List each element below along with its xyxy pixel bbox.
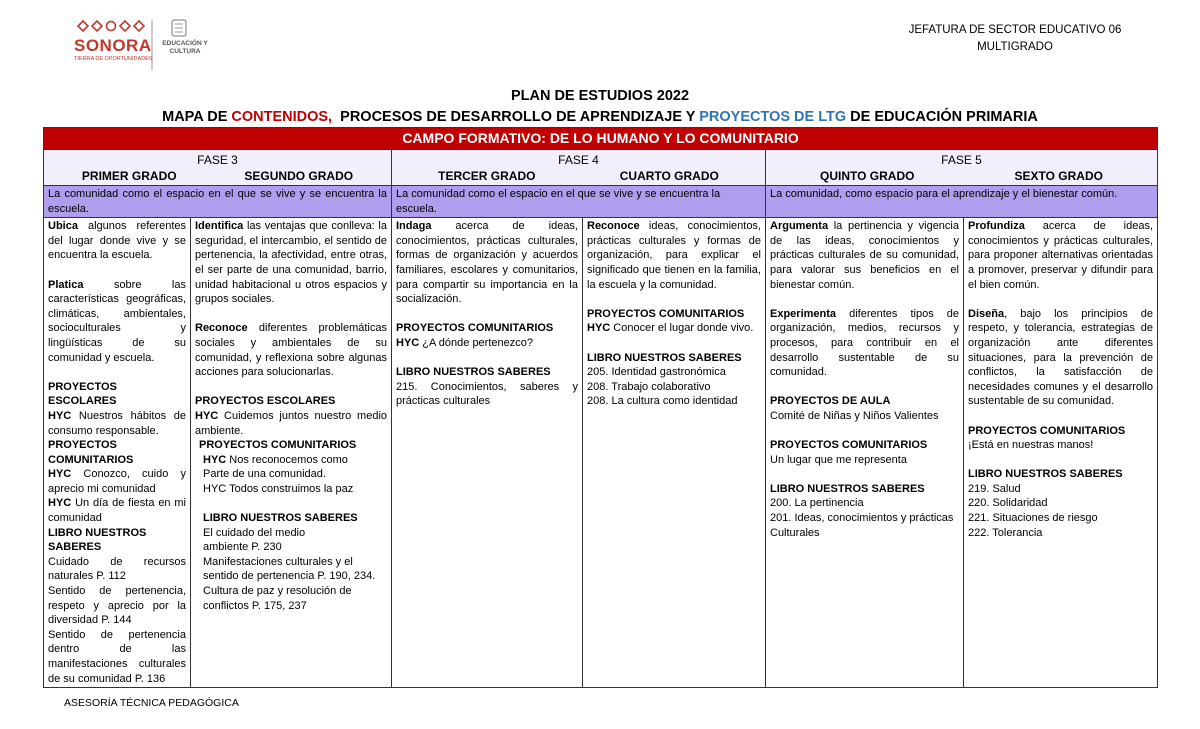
grade-label: SEGUNDO GRADO (244, 169, 354, 183)
verb: Platica (48, 278, 84, 291)
section-heading: LIBRO NUESTROS SABERES (587, 351, 742, 364)
book-item: 200. La pertinencia (770, 497, 864, 510)
content-paragraph (968, 307, 1153, 409)
book-item: 219. Salud (968, 482, 1021, 495)
subtitle-contenidos: CONTENIDOS, (231, 109, 333, 125)
grade-label: PRIMER GRADO (81, 169, 177, 183)
verb: Indaga (396, 220, 432, 233)
campo-row (44, 128, 1158, 150)
content-paragraph (770, 219, 959, 292)
text: ideas, conocimientos, prácticas culturales y formas de organización, para explicar el significado que tienen en la familia, la escuela y la comunidad. (587, 220, 761, 291)
grade-label: TERCER GRADO (438, 169, 536, 183)
section-heading: PROYECTOS COMUNITARIOS (48, 439, 134, 466)
project-item: Comité de Niñas y Niños Valientes (770, 409, 939, 422)
content-paragraph (968, 219, 1153, 292)
section-heading: LIBRO NUESTROS SABERES (396, 366, 551, 379)
header-logos (72, 18, 212, 72)
project-item: Un lugar que me representa (770, 453, 907, 466)
hyc-label: HYC (203, 453, 227, 466)
text: Conocer el lugar donde vivo. (610, 322, 754, 335)
section-heading: PROYECTOS COMUNITARIOS (199, 439, 357, 452)
section-heading: LIBRO NUESTROS SABERES (48, 526, 147, 554)
hyc-label: HYC (48, 497, 72, 510)
text: diferentes problemáticas sociales y ambientales de su comunidad, y reflexiona sobre algunas acciones para solucionarlas. (195, 322, 387, 379)
section-heading: PROYECTOS COMUNITARIOS (396, 322, 554, 335)
primer-grado-cell (44, 218, 191, 688)
project-item (48, 409, 186, 438)
verb: Experimenta (770, 307, 837, 320)
hyc-label: HYC (195, 409, 219, 422)
book-item: 220. Solidaridad (968, 497, 1048, 510)
book-item: Sentido de pertenencia dentro de las manifestaciones culturales de su comunidad P. 136 (48, 628, 186, 685)
content-row (44, 218, 1158, 688)
project-item-cont: Parte de una comunidad. (203, 468, 326, 481)
project-item (195, 453, 387, 468)
content-paragraph (396, 219, 578, 307)
tercer-grado-cell (392, 218, 583, 688)
project-item: ¡Está en nuestras manos! (968, 439, 1094, 452)
section-heading: PROYECTOS COMUNITARIOS (587, 307, 745, 320)
content-paragraph (48, 278, 186, 366)
section-heading: PROYECTOS ESCOLARES (48, 380, 117, 408)
content-paragraph (587, 219, 761, 292)
verb: Argumenta (770, 220, 829, 233)
text: diferentes tipos de organización, medios, recursos y procesos, para contribuir en el desarrollo sustentable de su comunidad. (770, 307, 959, 379)
text: la pertinencia y vigencia de las ideas, conocimientos y prácticas culturales de su comunidad, para valorar sus beneficios en el bienestar común. (770, 220, 959, 291)
hyc-label: HYC (48, 409, 72, 422)
content-paragraph (770, 307, 959, 380)
verb: Profundiza (968, 220, 1025, 233)
book-item: 221. Situaciones de riesgo (968, 512, 1098, 525)
header-right (900, 22, 1130, 56)
text: acerca de ideas, conocimientos y prácticas culturales, para proponer alternativas orientadas a promover, preservar y difundir para el bien común. (968, 220, 1154, 291)
cuarto-grado-cell (583, 218, 766, 688)
text: las ventajas que conlleva: la seguridad, el intercambio, el sentido de pertenencia, la afectividad, entre otras, el ser parte de una comunidad, barrio, unidad habitacional u otros espacios y grupos sociales. (195, 220, 387, 306)
book-item: Sentido de pertenencia, respeto y aprecio por la diversidad P. 144 (48, 585, 186, 627)
verb: Reconoce (195, 322, 248, 335)
book-item: 201. Ideas, conocimientos y prácticas Culturales (770, 512, 954, 539)
section-heading: LIBRO NUESTROS SABERES (968, 468, 1123, 481)
text: acerca de ideas, conocimientos, prácticas culturales, formas de organización y acuerdos familiares, escolares y comunitarios, para compartir su importancia en la socialización. (396, 220, 578, 306)
page-title: PLAN DE ESTUDIOS 2022 (510, 88, 690, 104)
multigrado-label: MULTIGRADO (977, 41, 1053, 53)
fase-5-theme: La comunidad, como espacio para el aprendizaje y el bienestar común. (766, 186, 1158, 218)
hyc-label: HYC (396, 336, 420, 349)
fase-5-header (766, 150, 1158, 186)
section-heading: PROYECTOS COMUNITARIOS (770, 439, 928, 452)
campo-formativo-header: CAMPO FORMATIVO: DE LO HUMANO Y LO COMUNITARIO (44, 128, 1158, 150)
theme-row (44, 186, 1158, 218)
book-item: Manifestaciones culturales y el sentido de pertenencia P. 190, 234. (203, 555, 376, 583)
book-item: El cuidado del medio (203, 526, 306, 539)
segundo-grado-cell (191, 218, 392, 688)
fase-3-header (44, 150, 392, 186)
project-item (48, 467, 186, 496)
grade-label: CUARTO GRADO (619, 169, 719, 183)
book-item: 208. Trabajo colaborativo (587, 380, 711, 393)
project-item (48, 496, 186, 525)
text: algunos referentes del lugar donde vive y se encuentra la escuela. (48, 220, 186, 262)
page-subtitle (0, 109, 1200, 125)
book-item: 215. Conocimientos, saberes y prácticas culturales (396, 380, 578, 408)
sonora-tagline: TIERRA DE OPORTUNIDADES (74, 56, 153, 62)
project-item (195, 409, 387, 438)
section-heading: PROYECTOS COMUNITARIOS (968, 424, 1126, 437)
verb: Ubica (48, 220, 78, 233)
content-paragraph (195, 219, 387, 307)
subtitle-part: DE EDUCACIÓN PRIMARIA (846, 109, 1038, 125)
fase-title: FASE 5 (941, 153, 982, 167)
content-paragraph (195, 321, 387, 379)
quinto-grado-cell (766, 218, 964, 688)
content-map-table (43, 127, 1158, 688)
project-item (396, 336, 578, 351)
project-item (587, 321, 761, 336)
text: Nuestros hábitos de consumo responsable. (48, 409, 186, 437)
verb: Diseña (968, 307, 1005, 320)
project-item: HYC Todos construimos la paz (203, 482, 354, 495)
fase-4-header (392, 150, 766, 186)
grade-label: SEXTO GRADO (1014, 169, 1103, 183)
book-item: Cuidado de recursos naturales P. 112 (48, 555, 186, 583)
section-heading: PROYECTOS DE AULA (770, 395, 891, 408)
subtitle-part: PROCESOS DE DESARROLLO DE APRENDIZAJE Y (332, 109, 700, 125)
grade-label: QUINTO GRADO (820, 169, 915, 183)
verb: Reconoce (587, 220, 640, 233)
verb: Identifica (195, 220, 244, 233)
text: ¿A dónde pertenezco? (419, 336, 533, 349)
hyc-label: HYC (587, 322, 611, 335)
fase-3-theme: La comunidad como el espacio en el que se vive y se encuentra la escuela. (44, 186, 392, 218)
section-heading: LIBRO NUESTROS SABERES (203, 512, 358, 525)
text: Cuidemos juntos nuestro medio ambiente. (195, 409, 387, 437)
section-heading: LIBRO NUESTROS SABERES (770, 482, 925, 495)
book-item-cont: ambiente P. 230 (203, 541, 282, 554)
sec-logo-text: EDUCACIÓN Y CULTURA (162, 40, 208, 55)
sonora-brand: SONORA (74, 36, 152, 55)
book-item: 208. La cultura como identidad (587, 395, 738, 408)
jefatura-label: JEFATURA DE SECTOR EDUCATIVO 06 (908, 24, 1122, 36)
text: Un día de fiesta en mi comunidad (48, 497, 186, 525)
fase-title: FASE 4 (558, 153, 599, 167)
fase-row (44, 150, 1158, 186)
sexto-grado-cell (964, 218, 1158, 688)
book-item: 222. Tolerancia (968, 526, 1043, 539)
subtitle-proyectos: PROYECTOS DE LTG (699, 109, 847, 125)
book-item: Cultura de paz y resolución de conflictos P. 175, 237 (203, 585, 352, 612)
fase-title: FASE 3 (197, 153, 238, 167)
text: , bajo los principios de respeto, y tolerancia, estrategias de organización ante diferentes situaciones, para la prevención de conflictos, la satisfacción de necesidades comunes y el desarrollo sustentable de su comunidad. (968, 307, 1154, 408)
text: sobre las características geográficas, climáticas, ambientales, socioculturales y lingüísticas de su comunidad y escuela. (48, 278, 186, 364)
footer-label: ASESORÍA TÉCNICA PEDAGÓGICA (64, 697, 239, 709)
section-heading: PROYECTOS ESCOLARES (195, 395, 336, 408)
text: Nos reconocemos como (226, 453, 348, 466)
hyc-label: HYC (48, 468, 72, 481)
book-item: 205. Identidad gastronómica (587, 366, 726, 379)
fase-4-theme: La comunidad como el espacio en el que se vive y se encuentra la escuela. (392, 186, 766, 218)
subtitle-part: MAPA DE (162, 109, 232, 125)
content-paragraph (48, 219, 186, 263)
text: Conozco, cuido y aprecio mi comunidad (48, 468, 186, 495)
